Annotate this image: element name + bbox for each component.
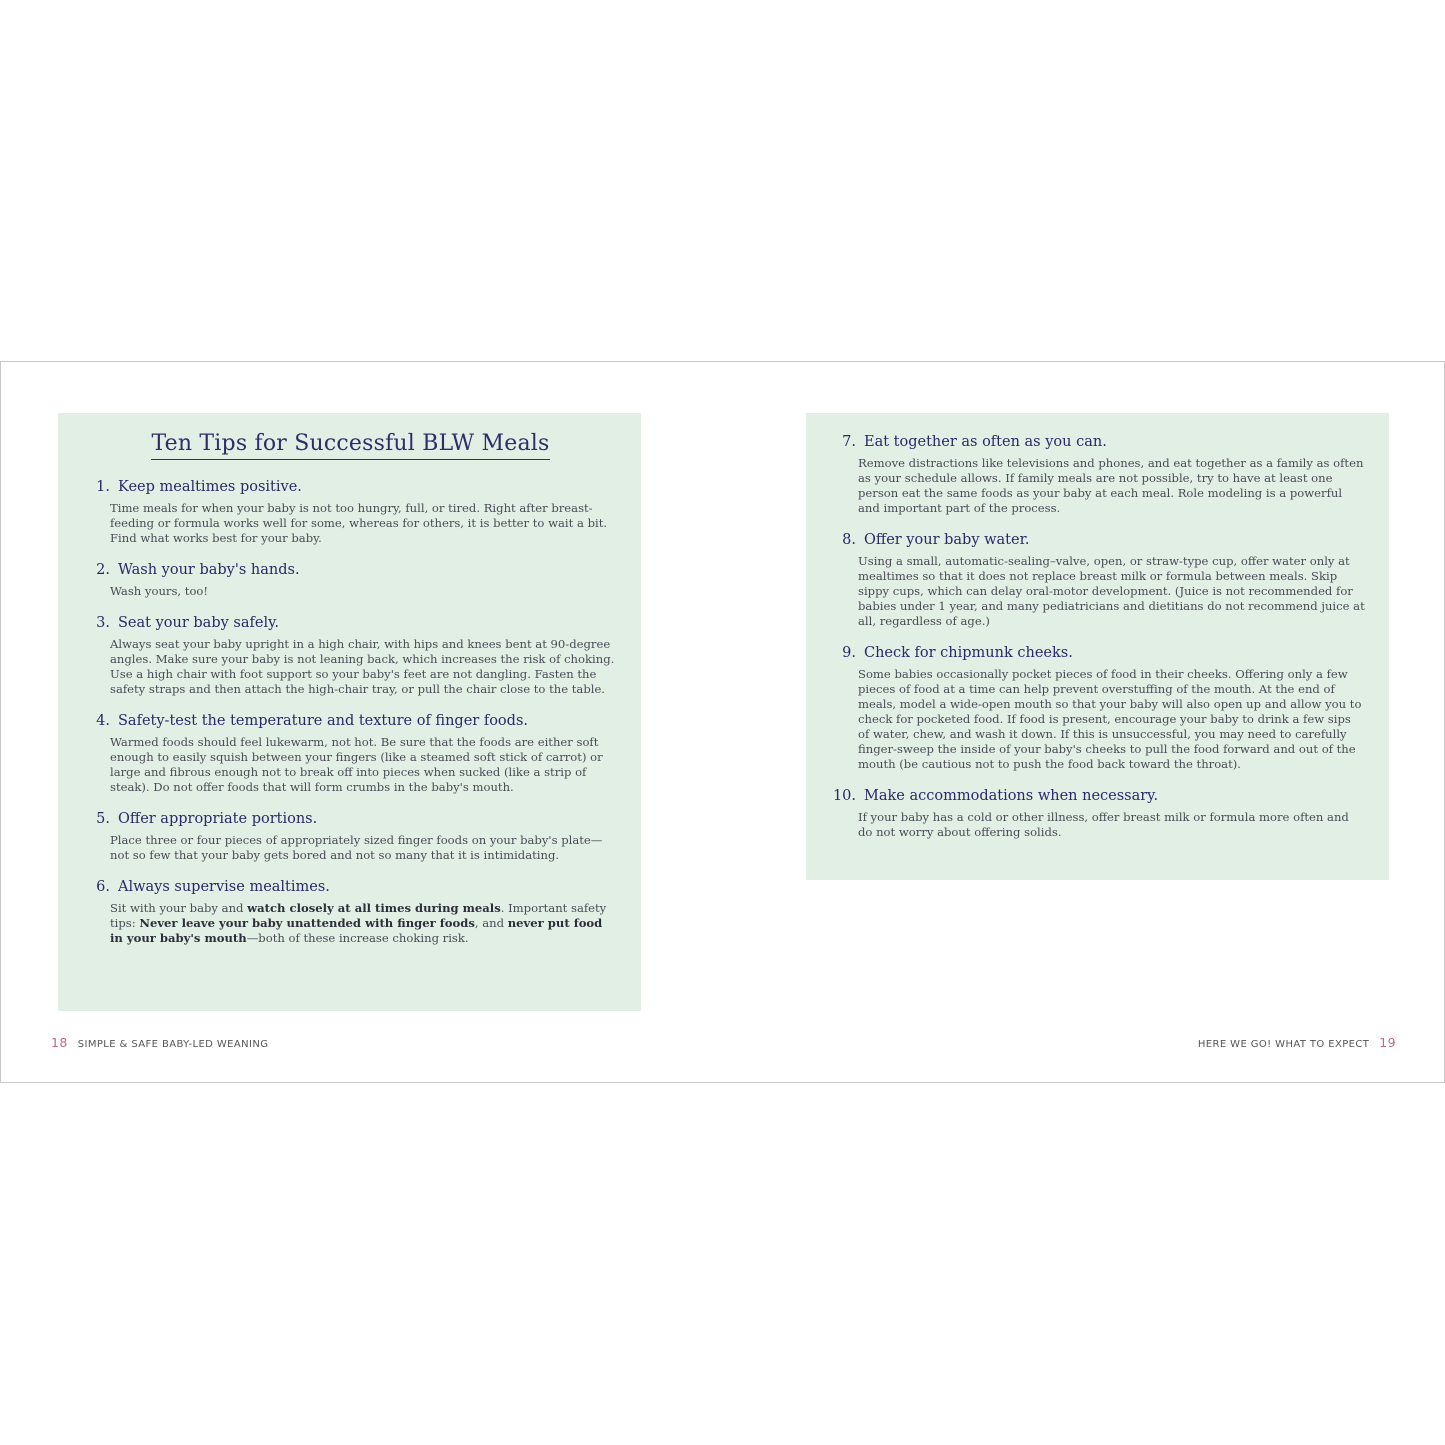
tip-3 [86,614,615,697]
footer-left [51,1035,268,1050]
tips-box-right [806,413,1389,880]
tip-4 [86,712,615,795]
page-number: 18 [51,1035,68,1050]
box-title [86,431,615,456]
page-number: 19 [1379,1035,1396,1050]
tip-title: Wash your baby's hands. [118,562,300,578]
running-head: HERE WE GO! WHAT TO EXPECT [1197,1039,1370,1050]
tip-number: 8. [842,532,856,548]
tip-text: Sit with your baby and [110,901,248,915]
tip-5 [86,810,615,863]
tip-body: Place three or four pieces of appropriately sized finger foods on your baby's plate—not so few that your baby gets bored and not so many that it is intimidating. [110,833,603,862]
tip-number: 3. [96,615,110,631]
tip-title: Check for chipmunk cheeks. [864,645,1073,661]
tip-7 [830,433,1365,516]
tip-title: Always supervise mealtimes. [118,879,330,895]
tip-10 [830,787,1365,840]
tips-box-left [58,413,641,1011]
tip-body: Always seat your baby upright in a high chair, with hips and knees bent at 90-degree angles. Make sure your baby is not leaning back, which increases the risk of choking. Use a high chair with foot support so your baby's feet are not dangling. Fasten the safety straps and then attach the high-chair tray, or pull the chair close to the table. [110,637,615,696]
box-title-text: Ten Tips for Successful BLW Meals [151,431,549,460]
tip-number: 4. [96,713,110,729]
tip-text: , and [474,916,508,930]
tip-number: 1. [96,479,110,495]
tip-6 [86,878,615,946]
tip-9 [830,644,1365,772]
tip-title: Seat your baby safely. [118,615,279,631]
tip-body: Remove distractions like televisions and phones, and eat together as a family as often as your schedule allows. If family meals are not possible, try to have at least one person eat the same foods as your baby at each meal. Role modeling is a powerful and important part of the process. [858,456,1364,515]
tip-title: Safety-test the temperature and texture of finger foods. [118,713,528,729]
tip-title: Make accommodations when necessary. [864,788,1159,804]
tip-number: 2. [96,562,110,578]
tip-number: 6. [96,879,110,895]
tip-title: Keep mealtimes positive. [118,479,302,495]
tip-1 [86,478,615,546]
tip-text: —both of these increase choking risk. [246,931,469,945]
tip-title: Eat together as often as you can. [864,434,1107,450]
tip-emphasis: watch closely at all times during meals [247,901,501,915]
tip-number: 7. [842,434,856,450]
tip-number: 9. [842,645,856,661]
tip-body [110,901,615,946]
tip-body: Using a small, automatic-sealing–valve, open, or straw-type cup, offer water only at mealtimes so that it does not replace breast milk or formula between meals. Skip sippy cups, which can delay oral-motor development. (Juice is not recommended for babies under 1 year, and many pediatricians and dietitians do not recommend juice at all, regardless of age.) [858,554,1365,628]
tip-number: 5. [96,811,110,827]
tip-number: 10. [832,788,856,804]
book-spread [0,361,1445,1083]
tip-emphasis: Never leave your baby unattended with finger foods [139,916,475,930]
running-head: SIMPLE & SAFE BABY-LED WEANING [77,1039,269,1050]
tip-8 [830,531,1365,629]
tip-text: . Important safety tips: [110,901,607,930]
tip-body: Warmed foods should feel lukewarm, not hot. Be sure that the foods are either soft enough to easily squish between your fingers (like a steamed soft stick of carrot) or large and fibrous enough not to break off into pieces when sucked (like a strip of steak). Do not offer foods that will form crumbs in the baby's mouth. [110,735,603,794]
tip-body: Some babies occasionally pocket pieces of food in their cheeks. Offering only a few pieces of food at a time can help prevent overstuffing of the mouth. At the end of meals, model a wide-open mouth so that your baby will also open up and allow you to check for pocketed food. If food is present, encourage your baby to drink a few sips of water, chew, and wash it down. If this is unsuccessful, you may need to carefully finger-sweep the inside of your baby's cheeks to pull the food forward and out of the mouth (be cautious not to push the food back toward the throat). [858,667,1362,771]
tip-2 [86,561,615,599]
tip-title: Offer appropriate portions. [118,811,318,827]
tip-body: Time meals for when your baby is not too hungry, full, or tired. Right after breast-feeding or formula works well for some, whereas for others, it is better to wait a bit. Find what works best for your baby. [110,501,608,545]
tip-body: If your baby has a cold or other illness, offer breast milk or formula more often and do not worry about offering solids. [858,810,1349,839]
tip-title: Offer your baby water. [864,532,1030,548]
tip-body: Wash yours, too! [110,584,209,598]
tip-emphasis: never put food in your baby's mouth [110,916,603,945]
footer-right [1198,1035,1396,1050]
